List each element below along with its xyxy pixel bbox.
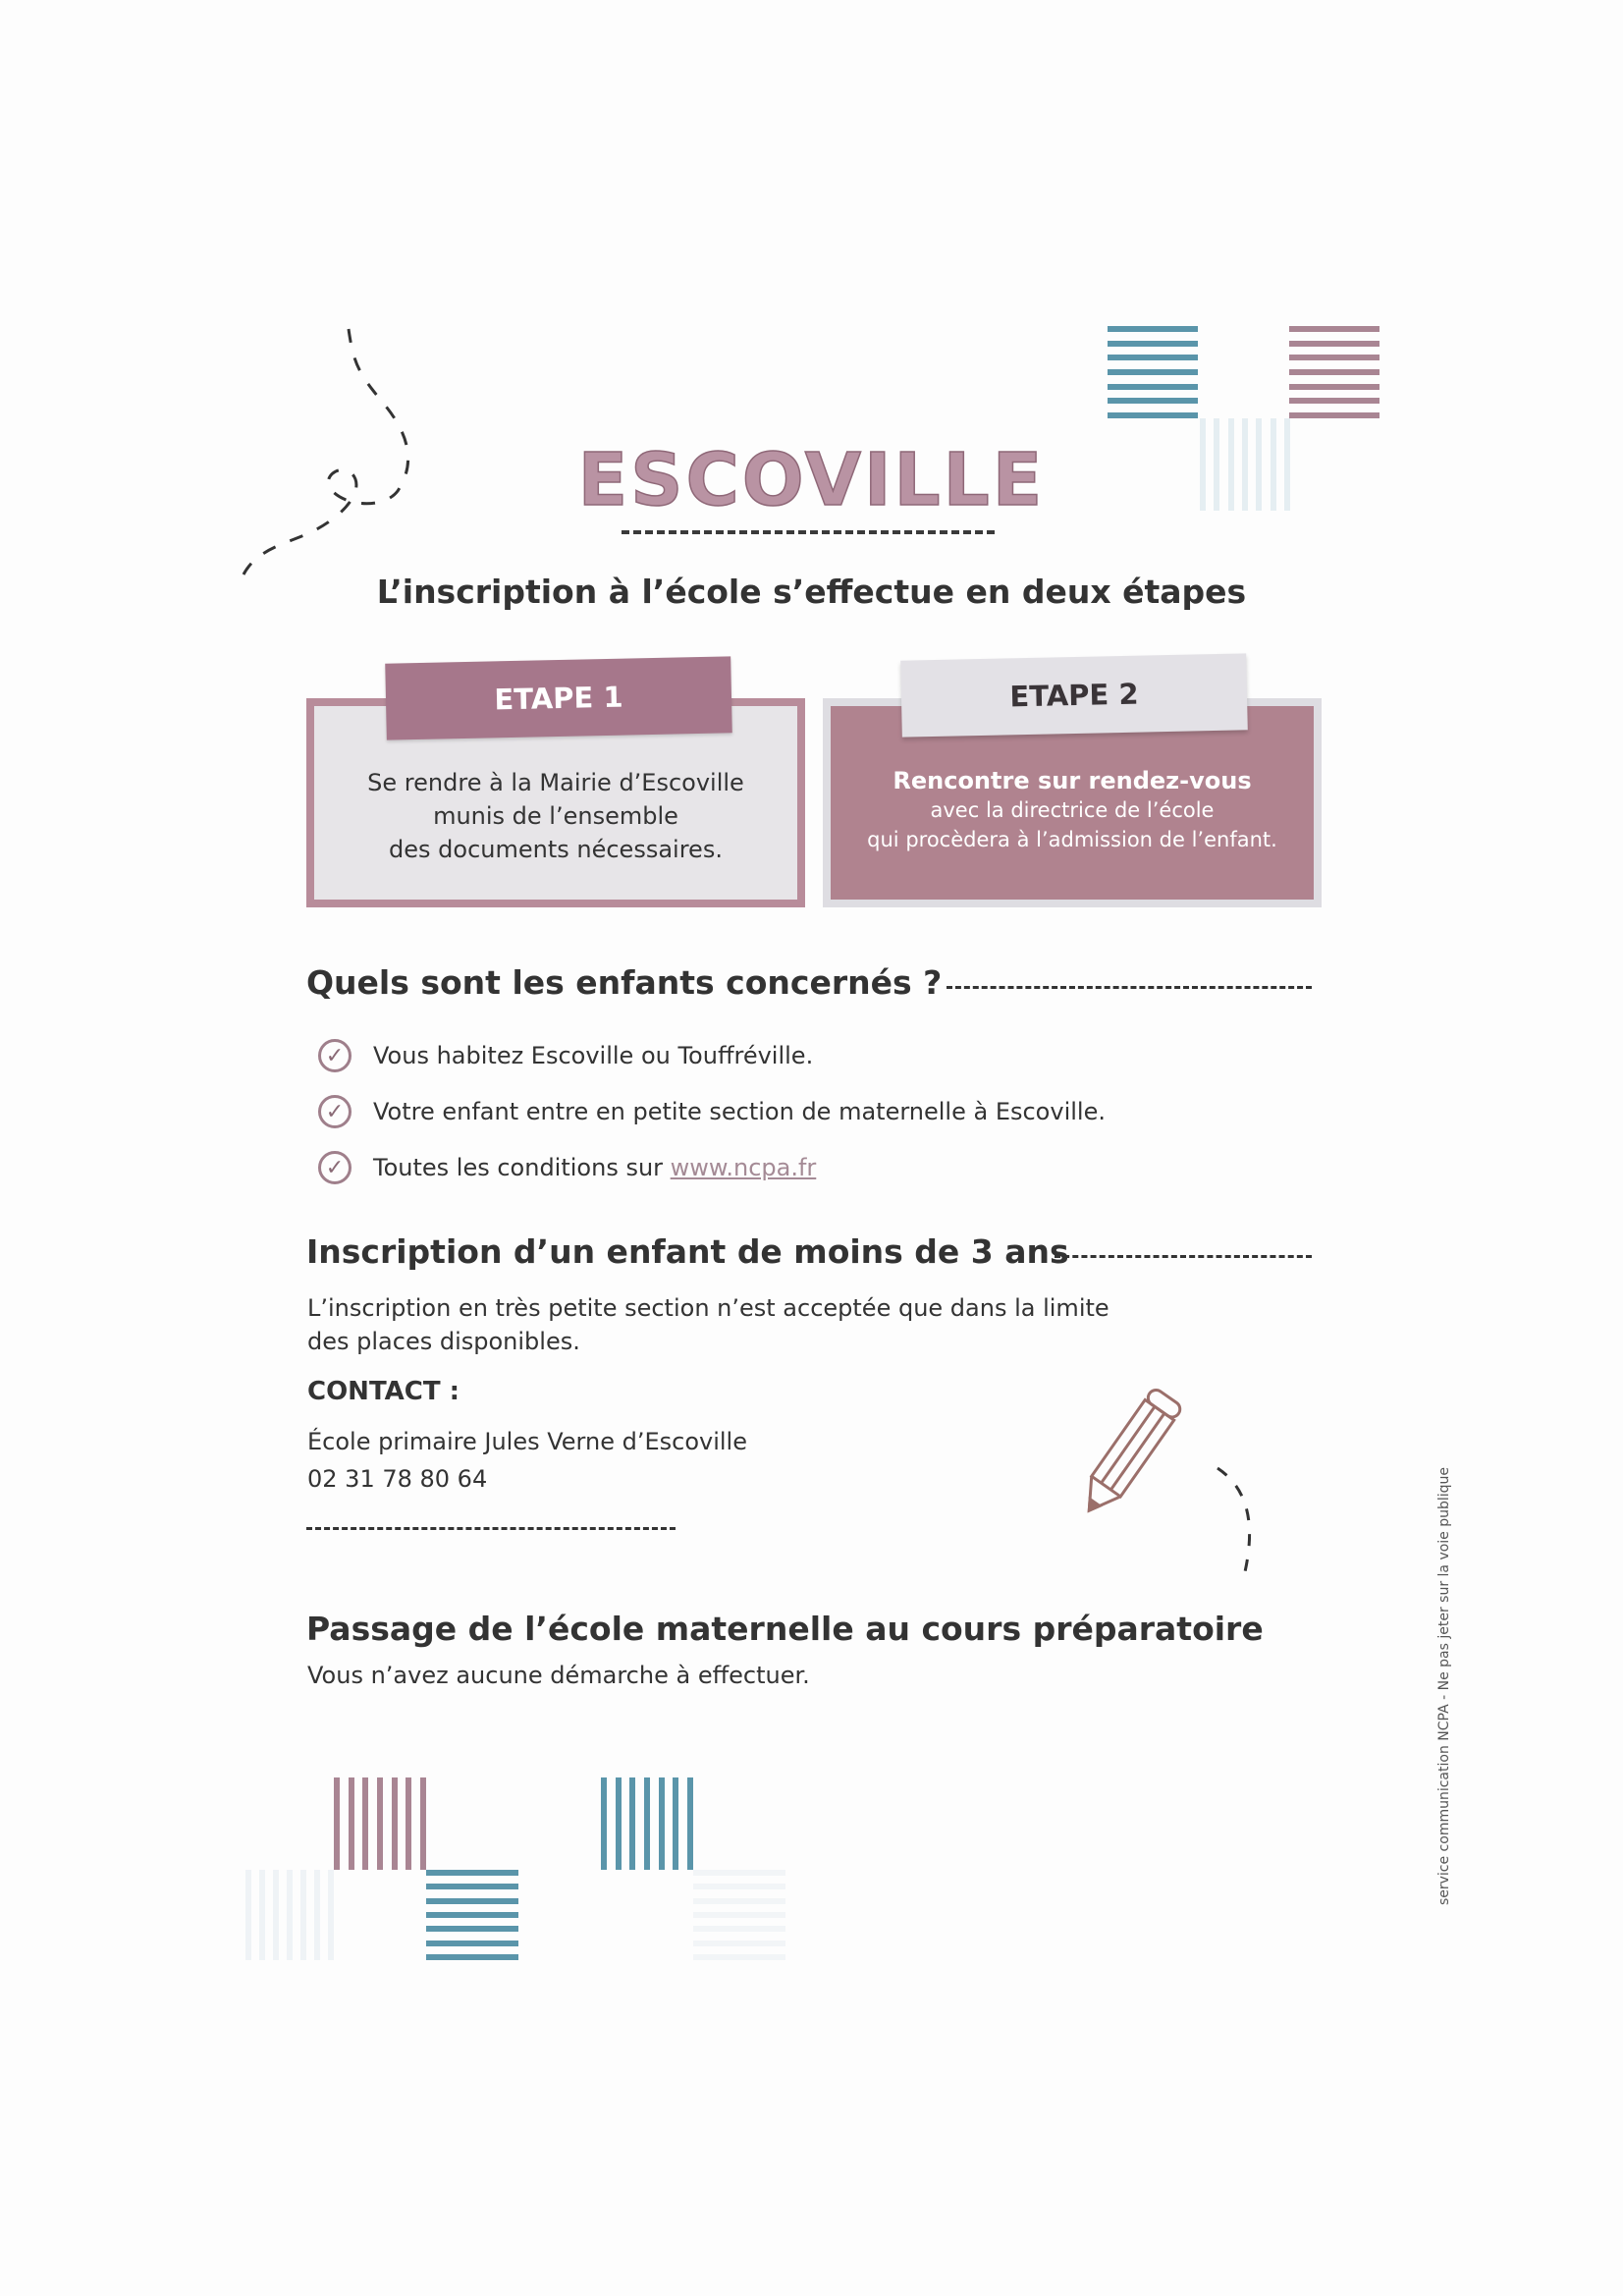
step-2-text [831,766,1314,854]
list-item [318,1095,1106,1128]
under3-heading-dash [1055,1255,1312,1258]
faint-stripes-decoration [693,1870,785,1960]
step-2-tab: ETAPE 2 [900,653,1248,737]
contact-school: École primaire Jules Verne d’Escoville [307,1428,747,1455]
pencil-icon [1060,1380,1198,1527]
contact-label: CONTACT : [307,1377,460,1406]
concerned-heading-dash [947,986,1312,989]
blue-stripes-decoration [1108,326,1198,418]
list-item [318,1039,813,1072]
step-1-text [314,766,797,866]
dashed-curve-decoration [1213,1463,1271,1581]
page-title: ESCOVILLE [577,438,1046,522]
list-item-text: Votre enfant entre en petite section de maternelle à Escoville. [373,1098,1106,1125]
page-subtitle: L’inscription à l’école s’effectue en deux étapes [376,573,1247,611]
concerned-heading: Quels sont les enfants concernés ? [306,963,943,1002]
under3-text-line-2: des places disponibles. [307,1328,580,1355]
check-circle-icon: ✓ [318,1095,352,1128]
passage-text: Vous n’avez aucune démarche à effectuer. [307,1662,810,1689]
list-item-text: Vous habitez Escoville ou Touffréville. [373,1042,814,1069]
under3-text-line-1: L’inscription en très petite section n’est acceptée que dans la limite [307,1294,1109,1322]
under3-heading: Inscription d’un enfant de moins de 3 ans [306,1232,1069,1271]
passage-heading: Passage de l’école maternelle au cours préparatoire [306,1610,1264,1648]
faint-stripes-decoration [245,1870,334,1960]
contact-divider [306,1527,676,1530]
blue-stripes-decoration [426,1870,518,1960]
step-1-line-2: munis de l’ensemble [433,802,678,830]
title-divider [622,530,995,534]
check-circle-icon: ✓ [318,1151,352,1184]
list-item [318,1151,816,1184]
step-1-line-1: Se rendre à la Mairie d’Escoville [367,769,744,796]
step-2-line-3: qui procèdera à l’admission de l’enfant. [867,828,1277,851]
step-2-line-2: avec la directrice de l’école [930,798,1215,822]
mauve-stripes-decoration [334,1777,426,1870]
step-1-tab: ETAPE 1 [385,656,732,739]
mauve-stripes-decoration [1289,326,1380,418]
step-1-line-3: des documents nécessaires. [389,836,723,863]
footer-note: service communication NCPA - Ne pas jeter sur la voie publique [1436,1466,1452,1906]
ncpa-link[interactable]: www.ncpa.fr [670,1154,817,1181]
step-2-line-1: Rencontre sur rendez-vous [893,767,1252,794]
check-circle-icon: ✓ [318,1039,352,1072]
blue-stripes-decoration [601,1777,693,1870]
under3-text [307,1291,1109,1358]
contact-phone: 02 31 78 80 64 [307,1465,488,1493]
conditions-prefix: Toutes les conditions sur [373,1154,671,1181]
